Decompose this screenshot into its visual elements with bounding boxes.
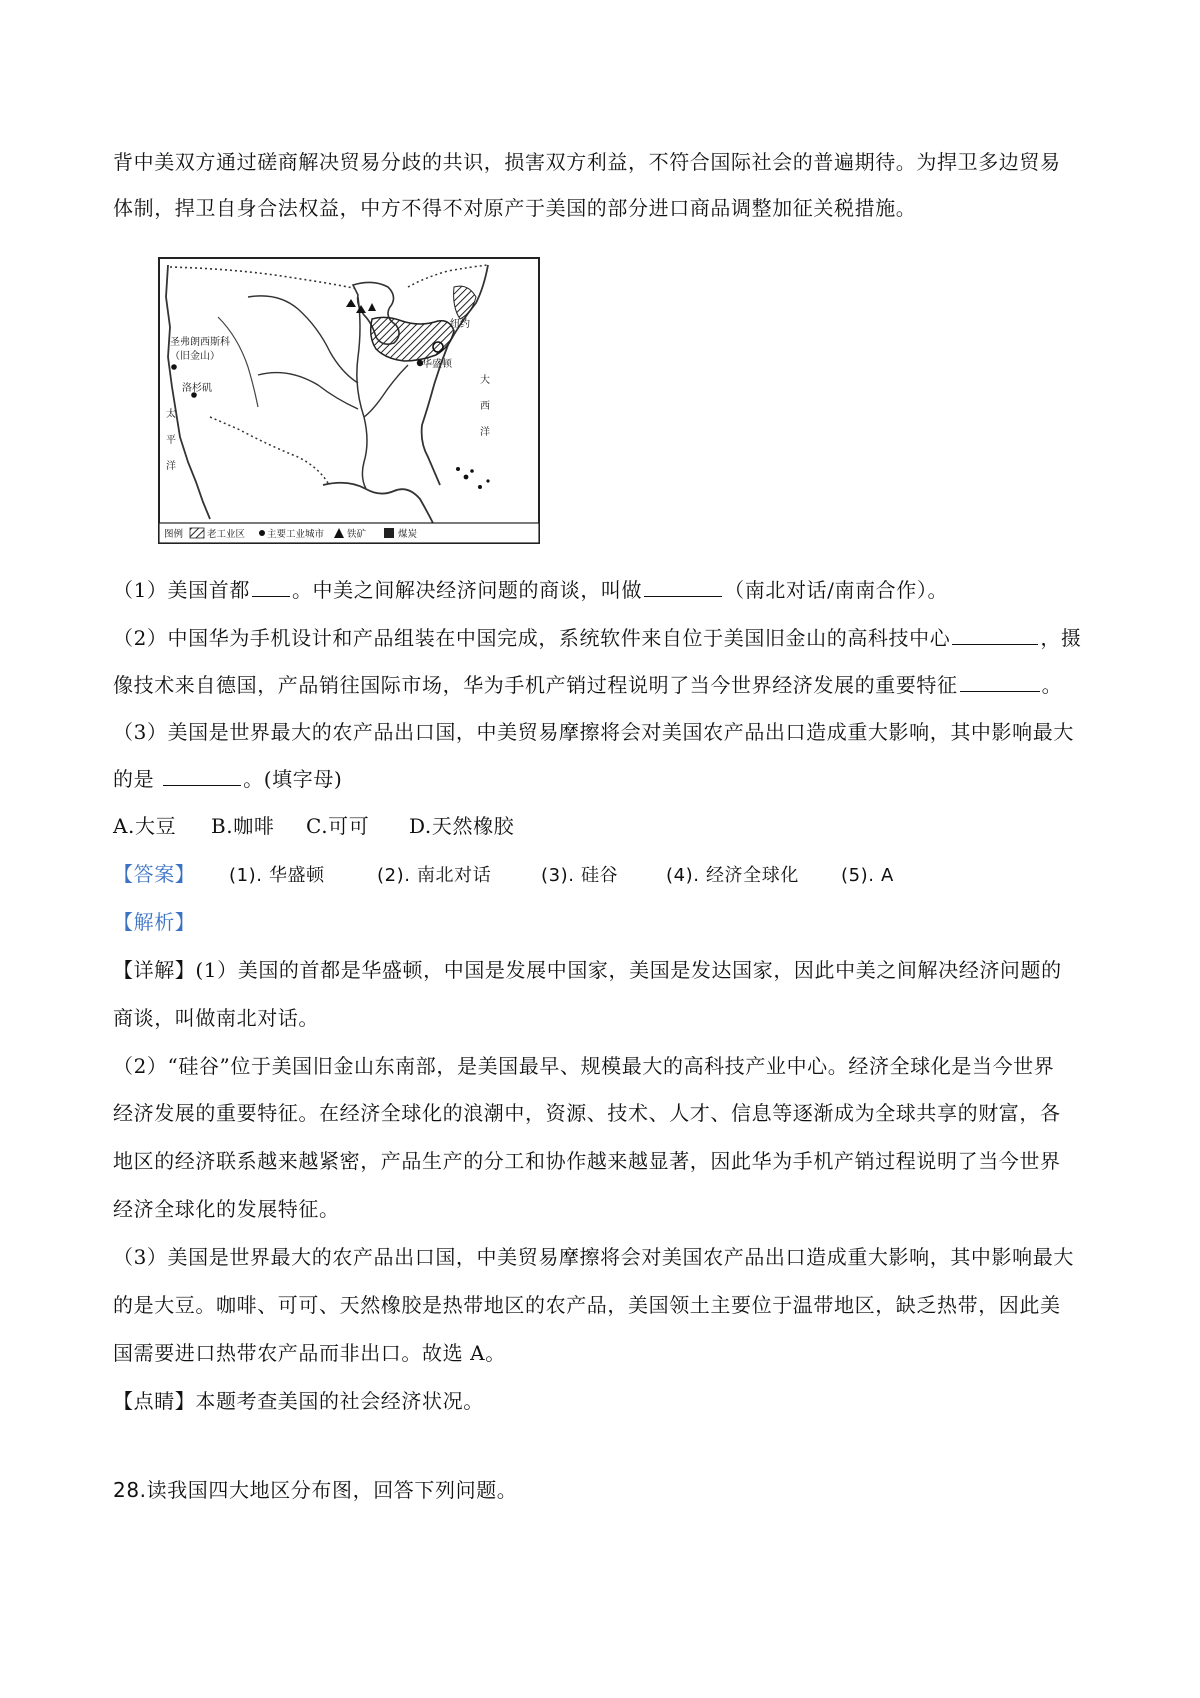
question-1 — [113, 574, 948, 603]
q1-blank-1[interactable] — [252, 578, 290, 597]
sf-marker — [171, 364, 177, 370]
analysis-p1-line-2: 商谈，叫做南北对话。 — [113, 1006, 319, 1030]
map-label-sf: 圣弗朗西斯科 — [170, 337, 230, 348]
legend-old-industrial: 老工业区 — [207, 529, 246, 540]
map-label-sf-paren: （旧金山） — [170, 351, 220, 362]
options-line — [113, 810, 514, 839]
map-label-la: 洛杉矶 — [182, 383, 212, 394]
next-question-line — [113, 1474, 517, 1503]
q3-text-b: 的是 — [113, 767, 162, 791]
analysis-label: 【解析】 — [113, 910, 196, 934]
q1-text-a: （1）美国首都 — [113, 578, 250, 602]
q1-text-c: （南北对话/南南合作）。 — [724, 578, 949, 602]
legend-iron: 铁矿 — [347, 529, 367, 540]
answer-item-1: (1). 华盛顿 — [229, 865, 325, 886]
answer-item-5: (5). A — [841, 865, 894, 886]
map-label-pacific-2: 平 — [166, 435, 176, 446]
q2-text-d: 。 — [1041, 673, 1063, 697]
point-text: 本题考查美国的社会经济状况。 — [195, 1389, 484, 1413]
option-b: B.咖啡 — [211, 814, 275, 838]
legend-title: 图例 — [164, 529, 184, 540]
option-c: C.可可 — [306, 814, 370, 838]
q3-text-c: 。(填字母) — [243, 767, 343, 791]
analysis-p2-line-3: 地区的经济联系越来越紧密，产品生产的分工和协作越来越显著，因此华为手机产销过程说明了当今世界 — [113, 1149, 1061, 1173]
option-d: D.天然橡胶 — [409, 814, 515, 838]
analysis-p1-line-1 — [113, 954, 1062, 983]
q3-blank[interactable] — [163, 767, 241, 786]
answer-line — [113, 858, 894, 887]
question-3-line-1: （3）美国是世界最大的农产品出口国，中美贸易摩擦将会对美国农产品出口造成重大影响，其中影响最大 — [113, 720, 1074, 744]
q2-blank-1[interactable] — [952, 626, 1038, 645]
q1-text-b: 。中美之间解决经济问题的商谈，叫做 — [291, 578, 643, 602]
analysis-p1-text: (1）美国的首都是华盛顿，中国是发展中国家，美国是发达国家，因此中美之间解决经济问题的 — [195, 958, 1062, 982]
intro-line-2: 体制，捍卫自身合法权益，中方不得不对原产于美国的部分进口商品调整加征关税措施。 — [113, 196, 917, 220]
analysis-p3-line-3: 国需要进口热带农产品而非出口。故选 A。 — [113, 1341, 506, 1365]
q2-text-b: ，摄 — [1040, 626, 1082, 650]
next-question-number: 28. — [113, 1478, 147, 1502]
answer-item-3: (3). 硅谷 — [541, 865, 619, 886]
map-label-atlantic-1: 大 — [480, 375, 490, 386]
usa-industry-map — [158, 257, 540, 544]
question-2-line-2 — [113, 669, 1062, 698]
analysis-p2-line-4: 经济全球化的发展特征。 — [113, 1197, 340, 1221]
analysis-p2-line-2: 经济发展的重要特征。在经济全球化的浪潮中，资源、技术、人才、信息等逐渐成为全球共享的财富，各 — [113, 1101, 1061, 1125]
q2-text-a: （2）中国华为手机设计和产品组装在中国完成，系统软件来自位于美国旧金山的高科技中心 — [113, 626, 951, 650]
q1-blank-2[interactable] — [644, 578, 722, 597]
intro-line-1: 背中美双方通过磋商解决贸易分歧的共识，损害双方利益，不符合国际社会的普遍期待。为捍卫多边贸易 — [113, 150, 1061, 174]
legend-city-swatch — [259, 530, 265, 536]
analysis-p2-line-1: （2）“硅谷”位于美国旧金山东南部，是美国最早、规模最大的高科技产业中心。经济全球化是当今世界 — [113, 1054, 1055, 1078]
legend-coal: 煤炭 — [398, 529, 418, 540]
option-a: A.大豆 — [113, 814, 177, 838]
detail-label: 【详解】 — [113, 958, 196, 982]
answer-item-2: (2). 南北对话 — [377, 865, 492, 886]
q2-blank-2[interactable] — [960, 673, 1040, 692]
legend-hatch-swatch — [190, 528, 204, 538]
answer-item-4: (4). 经济全球化 — [666, 865, 799, 886]
question-3-line-2 — [113, 763, 342, 792]
legend-coal-swatch — [384, 528, 394, 538]
analysis-p3-line-2: 的是大豆。咖啡、可可、天然橡胶是热带地区的农产品，美国领土主要位于温带地区，缺乏热带，因此美 — [113, 1293, 1061, 1317]
map-label-niuyue: 纽约 — [450, 319, 470, 330]
legend-major-city: 主要工业城市 — [267, 529, 325, 540]
map-label-pacific-1: 太 — [166, 409, 176, 420]
map-label-pacific-3: 洋 — [166, 461, 176, 472]
next-question-text: 读我国四大地区分布图，回答下列问题。 — [146, 1478, 518, 1502]
map-label-washington: 华盛顿 — [422, 359, 452, 370]
answer-label: 【答案】 — [113, 862, 196, 886]
map-label-atlantic-2: 西 — [480, 401, 490, 412]
point-line — [113, 1385, 484, 1414]
map-label-atlantic-3: 洋 — [480, 427, 490, 438]
q2-text-c: 像技术来自德国，产品销往国际市场，华为手机产销过程说明了当今世界经济发展的重要特征 — [113, 673, 958, 697]
analysis-p3-line-1: （3）美国是世界最大的农产品出口国，中美贸易摩擦将会对美国农产品出口造成重大影响，其中影响最大 — [113, 1245, 1074, 1269]
point-label: 【点睛】 — [113, 1389, 196, 1413]
question-2-line-1 — [113, 622, 1082, 651]
